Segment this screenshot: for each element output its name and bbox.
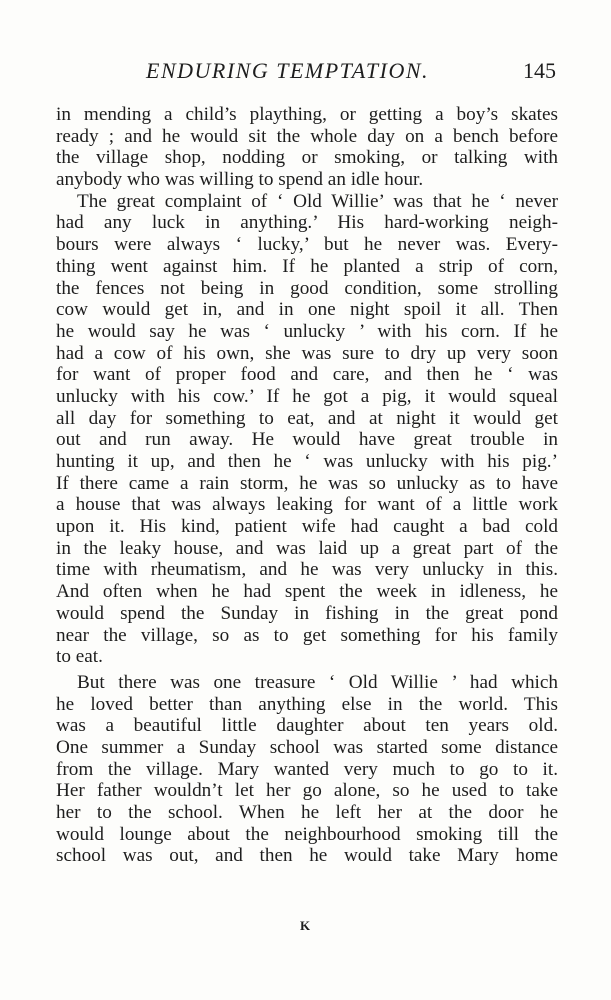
signature-mark: K	[299, 918, 312, 933]
text-line: anybody who was willing to spend an idle hour.	[56, 169, 424, 191]
text-line: If there came a rain storm, he was so unlucky as to have	[56, 472, 558, 494]
text-line: her to the school. When he left her at the door he	[56, 802, 558, 823]
text-line: from the village. Mary wanted very much to go to it.	[56, 758, 558, 780]
text-line: And often when he had spent the week in idleness, he	[56, 581, 558, 603]
text-line: bours were always ‘ lucky,’ but he never was. Every-	[56, 234, 558, 256]
text-line: thing went against him. If he planted a strip of corn,	[56, 255, 558, 277]
text-line: had a cow of his own, she was sure to dry up very soon	[56, 342, 558, 364]
text-line: school was out, and then he would take Mary home	[56, 845, 558, 867]
text-line: time with rheumatism, and he was very unlucky in this.	[56, 559, 558, 581]
text-line: near the village, so as to get something for his family	[56, 624, 558, 646]
text-line: would spend the Sunday in fishing in the great pond	[56, 602, 558, 624]
paragraph	[56, 191, 558, 668]
page-header	[56, 58, 556, 88]
text-line: the village shop, nodding or smoking, or talking with	[56, 147, 558, 169]
text-line: in mending a child’s plaything, or getting a boy’s skates	[56, 104, 558, 125]
page-number: 145	[523, 58, 556, 83]
text-line: upon it. His kind, patient wife had caught a bad cold	[56, 516, 558, 538]
text-line: the fences not being in good condition, some strolling	[56, 277, 558, 299]
text-line: would lounge about the neighbourhood smoking till the	[56, 823, 558, 845]
text-line: was a beautiful little daughter about ten years old.	[56, 715, 558, 737]
paragraph	[56, 104, 558, 191]
paragraph	[56, 672, 558, 867]
text-line: The great complaint of ‘ Old Willie’ was that he ‘ never	[77, 190, 558, 212]
text-line: cow would get in, and in one night spoil it all. Then	[56, 299, 558, 321]
text-line: to eat.	[56, 646, 103, 668]
text-line: a house that was always leaking for want of a little work	[56, 494, 558, 516]
text-line: had any luck in anything.’ His hard-working neigh-	[56, 212, 558, 234]
text-line: out and run away. He would have great trouble in	[56, 429, 558, 451]
text-line: all day for something to eat, and at night it would get	[56, 407, 558, 429]
text-line: he loved better than anything else in the world. This	[56, 693, 558, 715]
text-line: One summer a Sunday school was started some distance	[56, 736, 558, 758]
text-line: unlucky with his cow.’ If he got a pig, it would squeal	[56, 385, 558, 407]
text-line: he would say he was ‘ unlucky ’ with his corn. If he	[56, 320, 558, 342]
body-text	[56, 104, 558, 867]
text-line: ready ; and he would sit the whole day on a bench before	[56, 125, 558, 147]
running-head: ENDURING TEMPTATION.	[146, 58, 429, 83]
text-line: But there was one treasure ‘ Old Willie ’ had which	[77, 671, 558, 693]
text-line: Her father wouldn’t let her go alone, so he used to take	[56, 780, 558, 802]
text-line: for want of proper food and care, and then he ‘ was	[56, 364, 558, 386]
text-line: hunting it up, and then he ‘ was unlucky with his pig.’	[56, 451, 558, 472]
text-line: in the leaky house, and was laid up a great part of the	[56, 537, 558, 559]
